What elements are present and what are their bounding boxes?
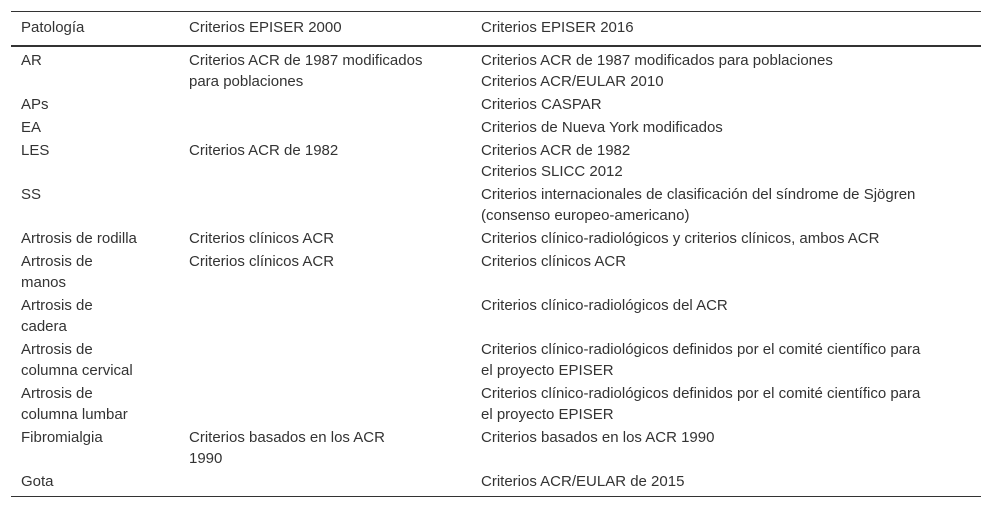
table-row bbox=[11, 93, 981, 116]
criteria-table bbox=[11, 11, 981, 497]
header-episer-2000: Criterios EPISER 2000 bbox=[189, 19, 342, 36]
cell-pathology bbox=[11, 46, 179, 93]
cell-pathology bbox=[11, 227, 179, 250]
cell-episer-2016 bbox=[471, 426, 981, 470]
cell-episer-2000 bbox=[179, 139, 471, 183]
cell-text-line: columna cervical bbox=[21, 362, 133, 379]
table-row bbox=[11, 382, 981, 426]
cell-episer-2016 bbox=[471, 46, 981, 93]
cell-text-line: AR bbox=[21, 52, 42, 69]
table-row bbox=[11, 183, 981, 227]
cell-text-line: (consenso europeo-americano) bbox=[481, 207, 690, 224]
table-row bbox=[11, 227, 981, 250]
cell-text-line: EA bbox=[21, 119, 42, 136]
table-row bbox=[11, 116, 981, 139]
cell-episer-2000 bbox=[179, 382, 471, 426]
cell-text-line: Criterios basados en los ACR bbox=[189, 429, 385, 446]
cell-episer-2016 bbox=[471, 227, 981, 250]
cell-episer-2016 bbox=[471, 338, 981, 382]
cell-text-line: Criterios clínico-radiológicos y criterios clínicos, ambos ACR bbox=[481, 230, 880, 247]
cell-text-line: Criterios internacionales de clasificación del síndrome de Sjögren bbox=[481, 186, 916, 203]
cell-text-line: Gota bbox=[21, 473, 54, 490]
table-row bbox=[11, 294, 981, 338]
cell-episer-2016 bbox=[471, 93, 981, 116]
cell-text-line: 1990 bbox=[189, 450, 223, 467]
cell-pathology bbox=[11, 294, 179, 338]
cell-episer-2016 bbox=[471, 116, 981, 139]
cell-text-line: Artrosis de bbox=[21, 297, 93, 314]
cell-episer-2000 bbox=[179, 93, 471, 116]
cell-episer-2000 bbox=[179, 250, 471, 294]
table-row bbox=[11, 426, 981, 470]
cell-pathology bbox=[11, 183, 179, 227]
cell-text-line: Criterios de Nueva York modificados bbox=[481, 119, 723, 136]
header-pathology: Patología bbox=[21, 19, 85, 36]
cell-pathology bbox=[11, 93, 179, 116]
cell-text-line: Criterios ACR/EULAR de 2015 bbox=[481, 473, 685, 490]
cell-pathology bbox=[11, 250, 179, 294]
cell-text-line: Criterios clínicos ACR bbox=[481, 253, 627, 270]
table-row bbox=[11, 470, 981, 497]
cell-episer-2016 bbox=[471, 250, 981, 294]
cell-text-line: Criterios clínico-radiológicos del ACR bbox=[481, 297, 728, 314]
cell-text-line: Criterios ACR de 1982 bbox=[189, 142, 339, 159]
header-row bbox=[11, 12, 981, 47]
cell-pathology bbox=[11, 470, 179, 497]
cell-text-line: Criterios SLICC 2012 bbox=[481, 163, 623, 180]
cell-text-line: Criterios clínico-radiológicos definidos por el comité científico para bbox=[481, 385, 921, 402]
cell-text-line: cadera bbox=[21, 318, 67, 335]
cell-pathology bbox=[11, 426, 179, 470]
cell-episer-2000 bbox=[179, 294, 471, 338]
cell-text-line: para poblaciones bbox=[189, 73, 304, 90]
cell-episer-2016 bbox=[471, 139, 981, 183]
cell-text-line: Criterios clínico-radiológicos definidos por el comité científico para bbox=[481, 341, 921, 358]
cell-text-line: SS bbox=[21, 186, 42, 203]
cell-text-line: Criterios CASPAR bbox=[481, 96, 602, 113]
cell-text-line: Artrosis de bbox=[21, 253, 93, 270]
header-episer-2016: Criterios EPISER 2016 bbox=[481, 19, 634, 36]
cell-text-line: Criterios ACR de 1982 bbox=[481, 142, 631, 159]
cell-episer-2000 bbox=[179, 227, 471, 250]
cell-pathology bbox=[11, 116, 179, 139]
cell-text-line: el proyecto EPISER bbox=[481, 406, 614, 423]
cell-episer-2000 bbox=[179, 116, 471, 139]
cell-text-line: manos bbox=[21, 274, 67, 291]
cell-text-line: APs bbox=[21, 96, 49, 113]
criteria-table-container bbox=[11, 11, 981, 497]
cell-pathology bbox=[11, 139, 179, 183]
table-row bbox=[11, 139, 981, 183]
cell-episer-2016 bbox=[471, 294, 981, 338]
cell-episer-2016 bbox=[471, 183, 981, 227]
cell-episer-2016 bbox=[471, 470, 981, 497]
cell-episer-2000 bbox=[179, 46, 471, 93]
cell-text-line: el proyecto EPISER bbox=[481, 362, 614, 379]
cell-text-line: Artrosis de bbox=[21, 385, 93, 402]
cell-text-line: Fibromialgia bbox=[21, 429, 103, 446]
table-row bbox=[11, 46, 981, 93]
cell-text-line: columna lumbar bbox=[21, 406, 128, 423]
cell-text-line: Criterios ACR de 1987 modificados para poblaciones bbox=[481, 52, 833, 69]
cell-episer-2000 bbox=[179, 470, 471, 497]
cell-text-line: Criterios ACR/EULAR 2010 bbox=[481, 73, 664, 90]
cell-text-line: Criterios basados en los ACR 1990 bbox=[481, 429, 715, 446]
cell-episer-2016 bbox=[471, 382, 981, 426]
table-row bbox=[11, 250, 981, 294]
cell-text-line: LES bbox=[21, 142, 50, 159]
cell-episer-2000 bbox=[179, 426, 471, 470]
cell-pathology bbox=[11, 382, 179, 426]
table-body bbox=[11, 46, 981, 497]
cell-text-line: Artrosis de bbox=[21, 341, 93, 358]
table-header bbox=[11, 12, 981, 47]
table-row bbox=[11, 338, 981, 382]
cell-text-line: Artrosis de rodilla bbox=[21, 230, 137, 247]
cell-episer-2000 bbox=[179, 338, 471, 382]
cell-text-line: Criterios clínicos ACR bbox=[189, 253, 335, 270]
cell-text-line: Criterios clínicos ACR bbox=[189, 230, 335, 247]
cell-text-line: Criterios ACR de 1987 modificados bbox=[189, 52, 423, 69]
cell-pathology bbox=[11, 338, 179, 382]
cell-episer-2000 bbox=[179, 183, 471, 227]
